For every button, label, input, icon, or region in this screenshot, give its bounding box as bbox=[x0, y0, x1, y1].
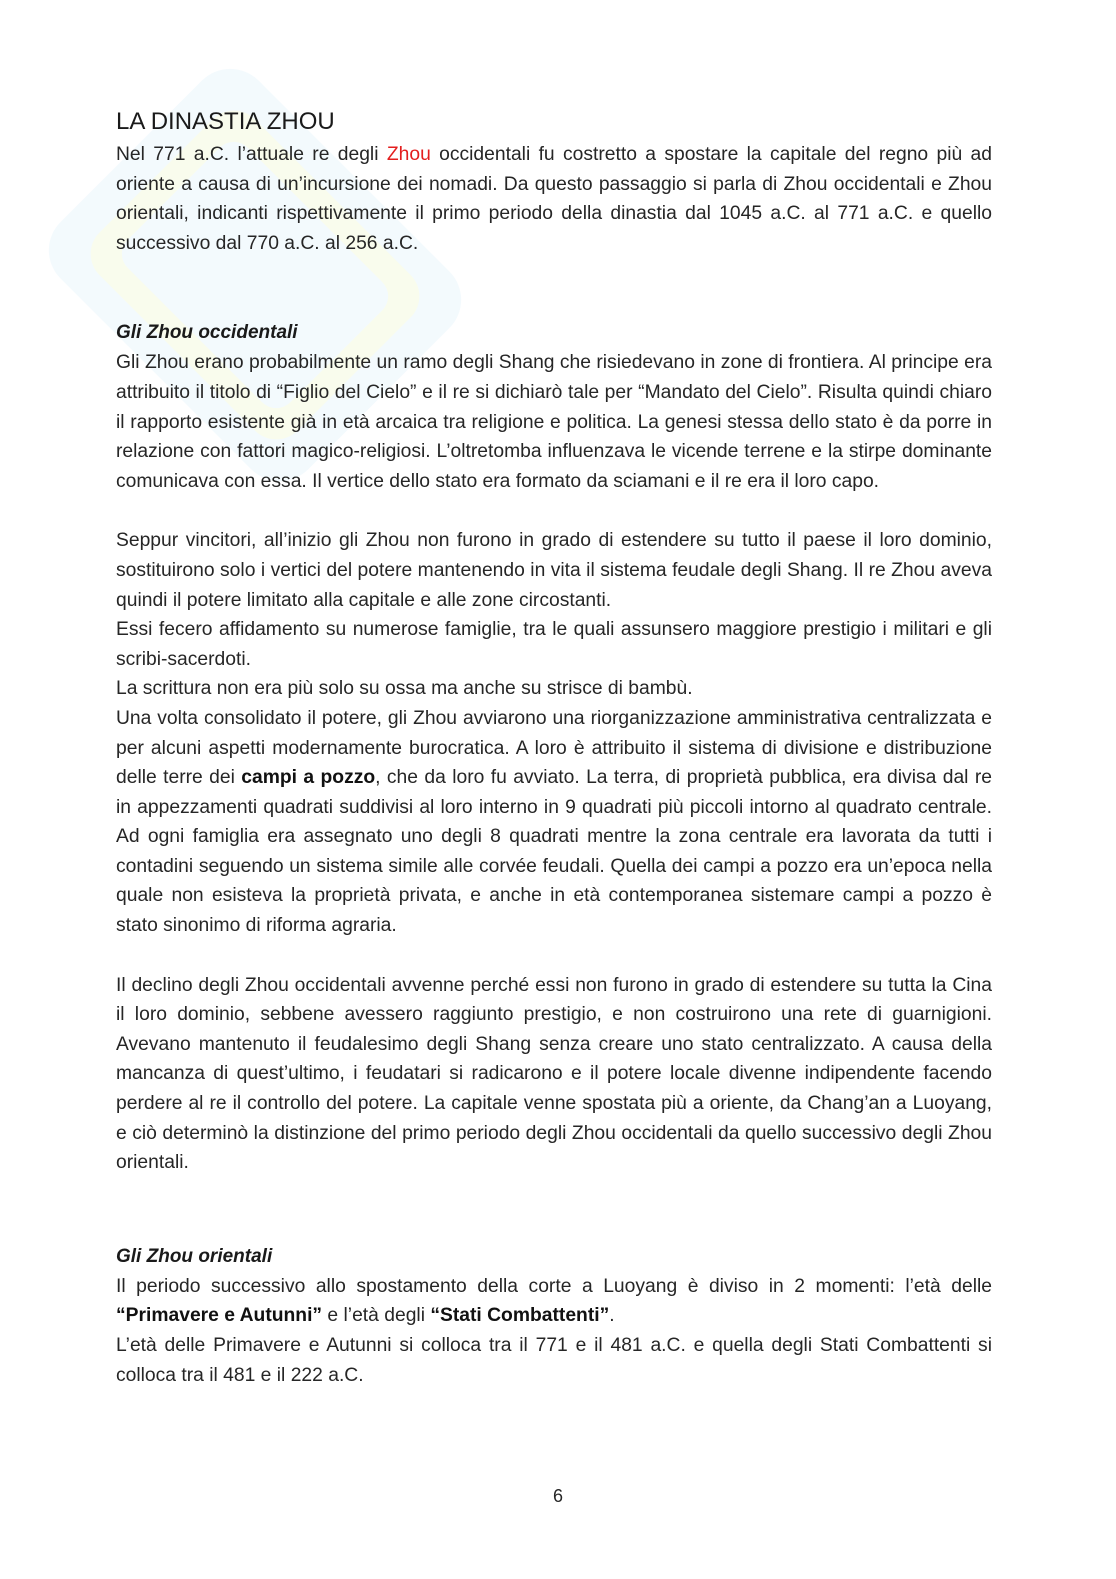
section-heading-western-zhou: Gli Zhou occidentali bbox=[116, 322, 298, 344]
spring-autumn-term: “Primavere e Autunni” bbox=[116, 1305, 323, 1327]
paragraph-families: Essi fecero affidamento su numerose famiglie, tra le quali assunsero maggiore prestigio i militari e gli scribi-sacerdoti. bbox=[116, 619, 992, 670]
intro-text-start: Nel 771 a.C. l’attuale re degli bbox=[116, 144, 387, 165]
page-number: 6 bbox=[552, 1486, 563, 1506]
spacer bbox=[116, 496, 992, 526]
periods-text-start: Il periodo successivo allo spostamento della corte a Luoyang è diviso in 2 momenti: l’età delle bbox=[116, 1275, 992, 1297]
spacer bbox=[116, 1178, 992, 1242]
warring-states-term: “Stati Combattenti” bbox=[430, 1305, 610, 1327]
section-heading-eastern-zhou: Gli Zhou orientali bbox=[116, 1245, 273, 1267]
paragraph-decline: Il declino degli Zhou occidentali avvenne perché essi non furono in grado di estendere su tutta la Cina il loro dominio, sebbene avessero raggiunto prestigio, e non costruirono una rete di guarnigioni. Avevano mantenuto il feudalesimo degli Shang senza creare uno stato centralizzato. A causa della mancanza di quest’ultimo, i feudatari si radicarono e il potere locale divenne indipendente facendo perdere al re il controllo del potere. La capitale venne spostata più a oriente, da Chang’an a Luoyang, e ciò determinò la distinzione del primo periodo degli Zhou occidentali da quello successivo degli Zhou orientali. bbox=[116, 974, 992, 1174]
well-field-term: campi a pozzo bbox=[241, 767, 376, 789]
paragraph-writing: La scrittura non era più solo su ossa ma anche su strisce di bambù. bbox=[116, 678, 693, 700]
well-field-text-end: , che da loro fu avviato. La terra, di proprietà pubblica, era divisa dal re in appezzamenti quadrati suddivisi al loro interno in 9 quadrati più piccoli intorno al quadrato centrale. Ad ogni famiglia era assegnato uno degli 8 quadrati mentre la zona centrale era lavorata da tutti i contadini seguendo un sistema simile alle corvée feudali. Quella dei campi a pozzo era un’epoca nella quale non esisteva la proprietà privata, e anche in età contemporanea sistemare campi a pozzo è stato sinonimo di riforma agraria. bbox=[116, 767, 993, 937]
periods-text-mid: e l’età degli bbox=[322, 1305, 431, 1327]
paragraph-origins: Gli Zhou erano probabilmente un ramo degli Shang che risiedevano in zone di frontiera. Al principe era attribuito il titolo di “Figlio del Cielo” e il re si dichiarò tale per “Mandato del Cielo”. Risulta quindi chiaro il rapporto esistente già in età arcaica tra religione e politica. La genesi stessa dello stato è da porre in relazione con fattori magico-religiosi. L’oltretomba influenzava le vicende terrene e la stirpe dominante comunicava con essa. Il vertice dello stato era formato da sciamani e il re era il loro capo. bbox=[116, 352, 992, 492]
paragraph-periods bbox=[116, 1272, 992, 1331]
paragraph-conquest: Seppur vincitori, all’inizio gli Zhou non furono in grado di estendere su tutto il paese il loro dominio, sostituirono solo i vertici del potere mantenendo in vita il sistema feudale degli Shang. Il re Zhou aveva quindi il potere limitato alla capitale e alle zone circostanti. bbox=[116, 530, 992, 611]
intro-paragraph bbox=[116, 140, 992, 258]
document-page bbox=[116, 106, 992, 1390]
paragraph-dates: L’età delle Primavere e Autunni si colloca tra il 771 e il 481 a.C. e quella degli Stati Combattenti si colloca tra il 481 e il 222 a.C. bbox=[116, 1335, 992, 1386]
document-title: LA DINASTIA ZHOU bbox=[116, 108, 335, 135]
intro-text-end: occidentali fu costretto a spostare la capitale del regno più ad oriente a causa di un’incursione dei nomadi. Da questo passaggio si parla di Zhou occidentali e Zhou orientali, indicanti rispettivamente il primo periodo della dinastia dal 1045 a.C. al 771 a.C. e quello successivo dal 770 a.C. al 256 a.C. bbox=[116, 144, 993, 254]
periods-text-end: . bbox=[609, 1305, 615, 1327]
spacer bbox=[116, 941, 992, 971]
paragraph-well-field bbox=[116, 704, 992, 941]
well-field-text-start: Una volta consolidato il potere, gli Zhou avviarono una riorganizzazione amministrativa centralizzata e per alcuni aspetti modernamente burocratica. A loro è attribuito il sistema di divisione e distribuzione delle terre dei bbox=[116, 707, 992, 789]
zhou-highlight: Zhou bbox=[386, 144, 431, 165]
spacer bbox=[116, 258, 992, 318]
